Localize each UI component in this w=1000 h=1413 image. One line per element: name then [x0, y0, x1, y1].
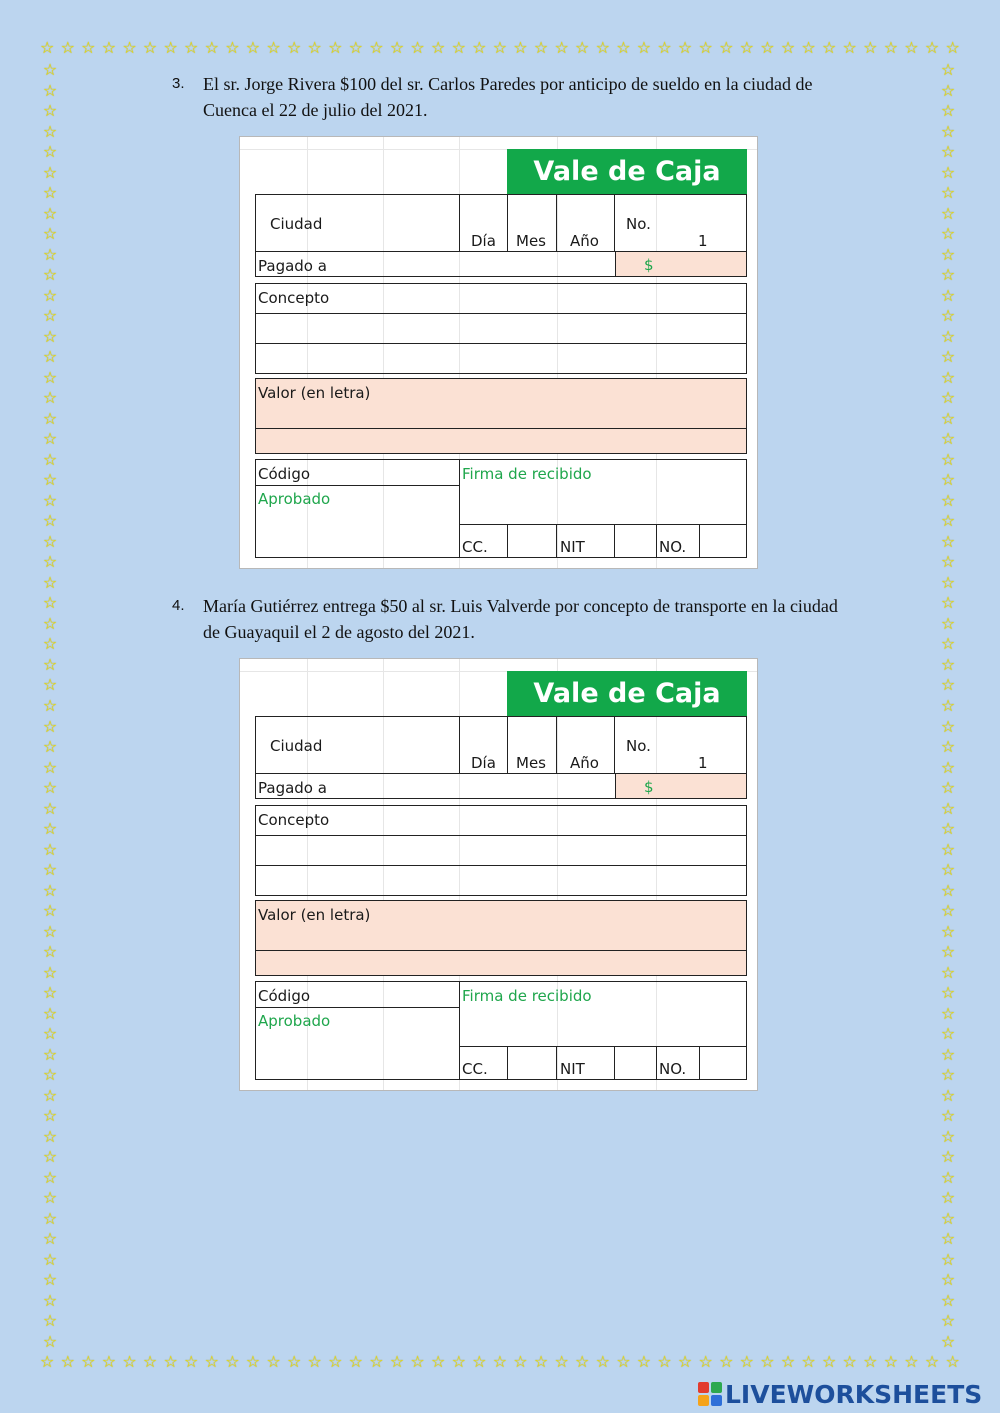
star-icon: ☆ [940, 1208, 956, 1228]
star-icon: ☆ [940, 654, 956, 674]
star-icon: ☆ [940, 388, 956, 408]
star-icon: ☆ [348, 1352, 364, 1371]
star-icon: ☆ [821, 38, 837, 57]
star-icon: ☆ [940, 675, 956, 695]
no-label: NO. [659, 1060, 687, 1078]
star-icon: ☆ [42, 388, 58, 408]
star-icon: ☆ [940, 80, 956, 100]
star-icon: ☆ [60, 1352, 75, 1371]
star-icon: ☆ [472, 1352, 487, 1371]
amount-cell[interactable] [615, 773, 747, 799]
star-icon: ☆ [42, 1044, 58, 1064]
star-icon: ☆ [307, 38, 322, 57]
star-icon: ☆ [940, 326, 956, 346]
star-icon: ☆ [369, 1352, 384, 1371]
star-icon: ☆ [940, 203, 956, 223]
star-icon: ☆ [940, 244, 956, 264]
star-icon: ☆ [616, 1352, 631, 1371]
star-icon: ☆ [513, 1352, 528, 1371]
star-icon: ☆ [42, 490, 58, 510]
star-icon: ☆ [81, 38, 96, 57]
star-icon: ☆ [575, 38, 590, 57]
star-icon: ☆ [42, 634, 58, 654]
exercise-4 [172, 593, 852, 645]
star-icon: ☆ [554, 1352, 569, 1371]
star-icon: ☆ [42, 429, 58, 449]
exercise-number: 3. [172, 75, 185, 92]
star-icon: ☆ [698, 38, 713, 57]
star-icon: ☆ [42, 613, 58, 633]
star-icon: ☆ [801, 1352, 816, 1371]
star-icon: ☆ [940, 1167, 956, 1187]
codigo-label: Código [258, 987, 311, 1005]
star-icon: ☆ [575, 1352, 590, 1371]
star-icon: ☆ [163, 38, 178, 57]
star-icon: ☆ [430, 38, 446, 57]
star-icon: ☆ [42, 470, 58, 490]
nit-value-cell[interactable] [614, 524, 657, 558]
star-icon: ☆ [42, 552, 58, 572]
star-icon: ☆ [780, 38, 796, 57]
nit-label: NIT [560, 1060, 585, 1078]
voucher-title: Vale de Caja [507, 671, 747, 716]
star-icon: ☆ [42, 695, 58, 715]
star-icon: ☆ [42, 183, 58, 203]
star-icon: ☆ [940, 880, 956, 900]
firma-label: Firma de recibido [462, 987, 592, 1005]
star-icon: ☆ [883, 38, 899, 57]
star-icon: ☆ [940, 983, 956, 1003]
star-icon: ☆ [42, 798, 58, 818]
star-icon: ☆ [940, 737, 956, 757]
star-icon: ☆ [328, 38, 343, 57]
star-icon: ☆ [42, 778, 58, 798]
star-icon: ☆ [451, 38, 466, 57]
concepto-label: Concepto [258, 811, 330, 829]
cc-value-cell[interactable] [507, 524, 557, 558]
star-icon: ☆ [636, 1352, 652, 1371]
star-icon: ☆ [940, 942, 956, 962]
star-icon: ☆ [940, 224, 956, 244]
star-icon: ☆ [389, 38, 405, 57]
star-icon: ☆ [883, 1352, 899, 1371]
star-icon: ☆ [940, 921, 956, 941]
star-icon: ☆ [760, 1352, 775, 1371]
star-border-top [40, 38, 960, 58]
star-icon: ☆ [554, 38, 569, 57]
ciudad-label: Ciudad [270, 215, 323, 233]
exercise-number: 4. [172, 597, 185, 614]
star-icon: ☆ [940, 1106, 956, 1126]
star-icon: ☆ [492, 1352, 508, 1371]
star-icon: ☆ [42, 983, 58, 1003]
star-icon: ☆ [42, 675, 58, 695]
exercise-3 [172, 71, 852, 123]
amount-cell[interactable] [615, 251, 747, 277]
dia-label: Día [471, 232, 496, 250]
star-icon: ☆ [842, 1352, 857, 1371]
star-icon: ☆ [42, 1290, 58, 1310]
star-icon: ☆ [204, 38, 219, 57]
star-icon: ☆ [42, 942, 58, 962]
liveworksheets-logo[interactable] [698, 1379, 982, 1409]
valor-row-2[interactable] [255, 950, 747, 976]
star-icon: ☆ [42, 244, 58, 264]
star-icon: ☆ [42, 60, 58, 79]
star-icon: ☆ [940, 121, 956, 141]
star-icon: ☆ [142, 1352, 158, 1371]
star-icon: ☆ [101, 38, 117, 57]
star-icon: ☆ [595, 38, 610, 57]
star-icon: ☆ [101, 1352, 117, 1371]
star-icon: ☆ [42, 1188, 58, 1208]
logo-grid-icon [698, 1382, 722, 1406]
star-icon: ☆ [42, 1311, 58, 1331]
star-icon: ☆ [801, 38, 816, 57]
star-icon: ☆ [286, 1352, 302, 1371]
star-icon: ☆ [42, 511, 58, 531]
valor-label: Valor (en letra) [258, 384, 371, 402]
star-icon: ☆ [760, 38, 775, 57]
star-icon: ☆ [451, 1352, 466, 1371]
number-label: No. [626, 215, 651, 233]
star-icon: ☆ [40, 1352, 55, 1371]
star-icon: ☆ [369, 38, 384, 57]
star-icon: ☆ [42, 326, 58, 346]
star-icon: ☆ [940, 449, 956, 469]
star-icon: ☆ [863, 38, 878, 57]
star-icon: ☆ [940, 408, 956, 428]
star-icon: ☆ [940, 757, 956, 777]
star-icon: ☆ [42, 737, 58, 757]
star-icon: ☆ [533, 38, 549, 57]
number-label: No. [626, 737, 651, 755]
star-icon: ☆ [42, 265, 58, 285]
number-value: 1 [698, 232, 708, 250]
star-icon: ☆ [42, 839, 58, 859]
star-icon: ☆ [940, 285, 956, 305]
dollar-sign: $ [644, 778, 654, 796]
star-icon: ☆ [940, 347, 956, 367]
star-icon: ☆ [42, 1167, 58, 1187]
star-icon: ☆ [940, 142, 956, 162]
star-icon: ☆ [42, 654, 58, 674]
star-icon: ☆ [940, 101, 956, 121]
concepto-row-3[interactable] [255, 865, 747, 896]
concepto-label: Concepto [258, 289, 330, 307]
star-icon: ☆ [42, 1249, 58, 1269]
star-icon: ☆ [940, 778, 956, 798]
star-icon: ☆ [42, 1229, 58, 1249]
star-icon: ☆ [940, 367, 956, 387]
star-icon: ☆ [389, 1352, 405, 1371]
nit-label: NIT [560, 538, 585, 556]
aprobado-label: Aprobado [258, 1012, 331, 1030]
star-icon: ☆ [42, 367, 58, 387]
star-icon: ☆ [904, 1352, 919, 1371]
star-icon: ☆ [348, 38, 364, 57]
valor-label: Valor (en letra) [258, 906, 371, 924]
star-icon: ☆ [940, 531, 956, 551]
star-icon: ☆ [42, 1085, 58, 1105]
star-icon: ☆ [42, 962, 58, 982]
star-icon: ☆ [60, 38, 75, 57]
star-icon: ☆ [657, 1352, 672, 1371]
star-icon: ☆ [940, 1065, 956, 1085]
star-icon: ☆ [940, 490, 956, 510]
nit-value-cell[interactable] [614, 1046, 657, 1080]
star-icon: ☆ [42, 285, 58, 305]
star-icon: ☆ [42, 1024, 58, 1044]
voucher-title: Vale de Caja [507, 149, 747, 194]
number-value: 1 [698, 754, 708, 772]
star-icon: ☆ [924, 38, 940, 57]
star-icon: ☆ [940, 1311, 956, 1331]
star-icon: ☆ [42, 306, 58, 326]
star-icon: ☆ [940, 962, 956, 982]
exercise-text: María Gutiérrez entrega $50 al sr. Luis Valverde por concepto de transporte en la ciudad de Guayaquil el 2 de agosto del 2021. [203, 596, 838, 642]
star-icon: ☆ [940, 1331, 956, 1351]
star-border-right [938, 60, 958, 1352]
logo-text: LIVEWORKSHEETS [725, 1379, 983, 1409]
star-icon: ☆ [307, 1352, 322, 1371]
star-icon: ☆ [940, 1270, 956, 1290]
star-icon: ☆ [657, 38, 672, 57]
star-icon: ☆ [472, 38, 487, 57]
star-icon: ☆ [492, 38, 508, 57]
star-icon: ☆ [940, 1044, 956, 1064]
star-icon: ☆ [940, 613, 956, 633]
star-icon: ☆ [863, 1352, 878, 1371]
star-icon: ☆ [245, 1352, 261, 1371]
star-icon: ☆ [940, 1147, 956, 1167]
star-icon: ☆ [945, 38, 960, 57]
valor-row-2[interactable] [255, 428, 747, 454]
star-icon: ☆ [940, 470, 956, 490]
star-icon: ☆ [513, 38, 528, 57]
star-icon: ☆ [940, 819, 956, 839]
dollar-sign: $ [644, 256, 654, 274]
star-icon: ☆ [945, 1352, 960, 1371]
star-icon: ☆ [286, 38, 302, 57]
aprobado-label: Aprobado [258, 490, 331, 508]
concepto-row-2[interactable] [255, 835, 747, 866]
star-icon: ☆ [122, 38, 137, 57]
star-icon: ☆ [42, 408, 58, 428]
star-icon: ☆ [81, 1352, 96, 1371]
star-icon: ☆ [940, 1188, 956, 1208]
star-icon: ☆ [940, 183, 956, 203]
no-value-cell[interactable] [699, 524, 747, 558]
star-icon: ☆ [940, 695, 956, 715]
star-icon: ☆ [940, 1085, 956, 1105]
anio-label: Año [570, 232, 599, 250]
star-icon: ☆ [42, 572, 58, 592]
star-icon: ☆ [940, 1249, 956, 1269]
star-icon: ☆ [42, 531, 58, 551]
star-icon: ☆ [739, 38, 754, 57]
star-icon: ☆ [42, 449, 58, 469]
anio-label: Año [570, 754, 599, 772]
star-icon: ☆ [842, 38, 857, 57]
star-icon: ☆ [940, 716, 956, 736]
star-icon: ☆ [42, 819, 58, 839]
star-icon: ☆ [42, 860, 58, 880]
star-icon: ☆ [719, 1352, 734, 1371]
star-icon: ☆ [42, 1126, 58, 1146]
star-icon: ☆ [698, 1352, 713, 1371]
star-icon: ☆ [940, 572, 956, 592]
star-icon: ☆ [940, 593, 956, 613]
star-icon: ☆ [42, 1270, 58, 1290]
star-icon: ☆ [40, 38, 55, 57]
star-icon: ☆ [410, 38, 425, 57]
star-icon: ☆ [42, 716, 58, 736]
star-icon: ☆ [42, 1331, 58, 1351]
star-icon: ☆ [719, 38, 734, 57]
star-icon: ☆ [42, 880, 58, 900]
mes-label: Mes [516, 232, 546, 250]
star-icon: ☆ [163, 1352, 178, 1371]
star-icon: ☆ [940, 429, 956, 449]
star-icon: ☆ [184, 38, 199, 57]
star-icon: ☆ [904, 38, 919, 57]
star-icon: ☆ [940, 1024, 956, 1044]
star-icon: ☆ [410, 1352, 425, 1371]
codigo-label: Código [258, 465, 311, 483]
star-border-bottom [40, 1352, 960, 1372]
star-icon: ☆ [225, 38, 240, 57]
star-icon: ☆ [677, 38, 693, 57]
star-icon: ☆ [940, 1003, 956, 1023]
star-icon: ☆ [940, 162, 956, 182]
star-icon: ☆ [42, 347, 58, 367]
star-icon: ☆ [42, 1147, 58, 1167]
star-icon: ☆ [42, 162, 58, 182]
star-icon: ☆ [142, 38, 158, 57]
no-value-cell[interactable] [699, 1046, 747, 1080]
star-icon: ☆ [266, 38, 281, 57]
star-icon: ☆ [940, 552, 956, 572]
star-icon: ☆ [42, 101, 58, 121]
star-icon: ☆ [940, 901, 956, 921]
ciudad-label: Ciudad [270, 737, 323, 755]
star-icon: ☆ [940, 634, 956, 654]
star-icon: ☆ [184, 1352, 199, 1371]
star-icon: ☆ [430, 1352, 446, 1371]
pagado-a-label: Pagado a [258, 257, 327, 275]
star-border-left [40, 60, 60, 1352]
star-icon: ☆ [42, 1106, 58, 1126]
star-icon: ☆ [940, 265, 956, 285]
star-icon: ☆ [245, 38, 261, 57]
star-icon: ☆ [42, 121, 58, 141]
star-icon: ☆ [636, 38, 652, 57]
star-icon: ☆ [616, 38, 631, 57]
voucher-form-4 [239, 658, 758, 1091]
star-icon: ☆ [595, 1352, 610, 1371]
star-icon: ☆ [42, 1065, 58, 1085]
star-icon: ☆ [780, 1352, 796, 1371]
firma-label: Firma de recibido [462, 465, 592, 483]
star-icon: ☆ [533, 1352, 549, 1371]
star-icon: ☆ [940, 60, 956, 79]
star-icon: ☆ [42, 757, 58, 777]
concepto-row-2[interactable] [255, 313, 747, 344]
cc-value-cell[interactable] [507, 1046, 557, 1080]
no-label: NO. [659, 538, 687, 556]
star-icon: ☆ [42, 1208, 58, 1228]
star-icon: ☆ [42, 921, 58, 941]
star-icon: ☆ [42, 203, 58, 223]
star-icon: ☆ [42, 224, 58, 244]
star-icon: ☆ [677, 1352, 693, 1371]
star-icon: ☆ [42, 1003, 58, 1023]
star-icon: ☆ [42, 80, 58, 100]
voucher-form-3 [239, 136, 758, 569]
mes-label: Mes [516, 754, 546, 772]
dia-label: Día [471, 754, 496, 772]
star-icon: ☆ [940, 306, 956, 326]
cc-label: CC. [462, 538, 488, 556]
star-icon: ☆ [940, 511, 956, 531]
star-icon: ☆ [42, 593, 58, 613]
star-icon: ☆ [122, 1352, 137, 1371]
concepto-row-3[interactable] [255, 343, 747, 374]
cc-label: CC. [462, 1060, 488, 1078]
star-icon: ☆ [940, 798, 956, 818]
exercise-text: El sr. Jorge Rivera $100 del sr. Carlos Paredes por anticipo de sueldo en la ciudad de Cuenca el 22 de julio del 2021. [203, 74, 813, 120]
star-icon: ☆ [821, 1352, 837, 1371]
star-icon: ☆ [204, 1352, 219, 1371]
star-icon: ☆ [940, 860, 956, 880]
star-icon: ☆ [739, 1352, 754, 1371]
star-icon: ☆ [940, 1126, 956, 1146]
star-icon: ☆ [42, 901, 58, 921]
star-icon: ☆ [42, 142, 58, 162]
star-icon: ☆ [940, 839, 956, 859]
star-icon: ☆ [266, 1352, 281, 1371]
star-icon: ☆ [328, 1352, 343, 1371]
star-icon: ☆ [940, 1290, 956, 1310]
star-icon: ☆ [225, 1352, 240, 1371]
star-icon: ☆ [924, 1352, 940, 1371]
pagado-a-label: Pagado a [258, 779, 327, 797]
star-icon: ☆ [940, 1229, 956, 1249]
